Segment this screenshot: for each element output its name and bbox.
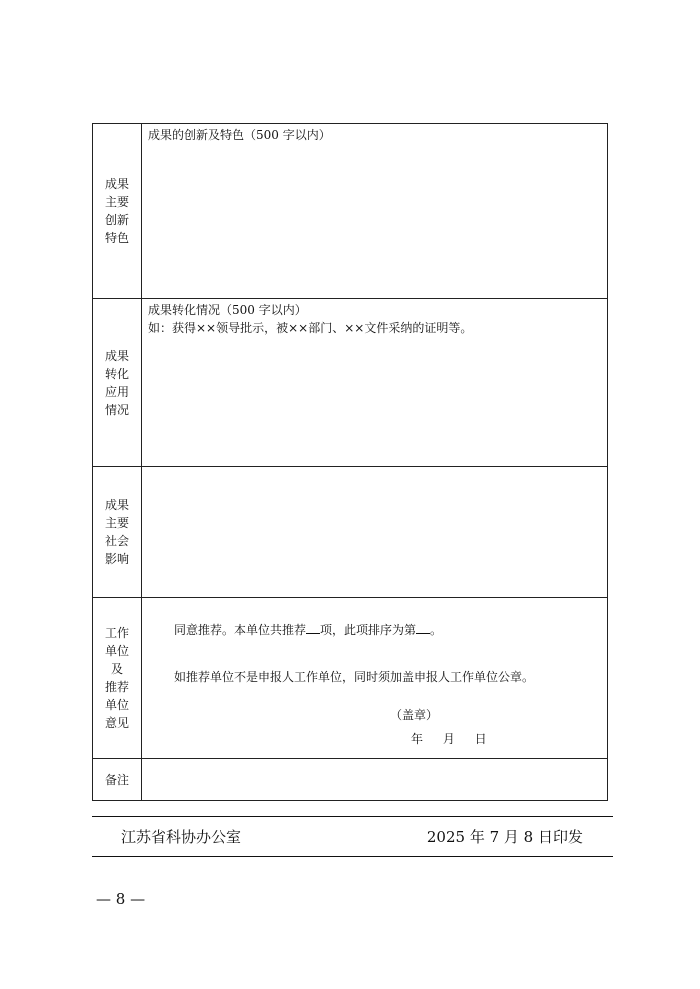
label-line: 社会 xyxy=(104,534,129,548)
date-placeholder: 年 月 日 xyxy=(411,732,487,746)
innovation-row xyxy=(93,124,607,298)
label-line: 成果 xyxy=(104,498,129,512)
rank-blank[interactable] xyxy=(416,621,430,634)
footer-top-rule xyxy=(92,816,613,817)
innovation-label xyxy=(93,124,142,298)
page-number: — 8 — xyxy=(96,890,146,908)
issuer-name: 江苏省科协办公室 xyxy=(121,828,242,846)
impact-row xyxy=(93,466,607,597)
label-line: 主要 xyxy=(104,195,129,209)
innovation-hint: 成果的创新及特色（500 字以内） xyxy=(148,128,331,142)
recommend-count-blank[interactable] xyxy=(306,621,320,634)
opinion-row xyxy=(93,597,607,758)
label-line: 及 xyxy=(110,662,123,676)
label-line: 成果 xyxy=(104,177,129,191)
impact-label xyxy=(93,467,142,597)
label-line: 主要 xyxy=(104,516,129,530)
label-line: 成果 xyxy=(104,348,129,363)
label-line: 影响 xyxy=(104,552,129,566)
application-hint: 成果转化情况（500 字以内） xyxy=(148,303,307,317)
seal-note: 如推荐单位不是申报人工作单位，同时须加盖申报人工作单位公章。 xyxy=(174,670,535,684)
label-line: 单位 xyxy=(104,644,129,658)
application-row xyxy=(93,298,607,466)
application-field[interactable] xyxy=(142,299,607,466)
issue-date: 2025 年 7 月 8 日印发 xyxy=(426,828,583,846)
label-line: 应用 xyxy=(104,384,129,399)
recommend-statement: 同意推荐。本单位共推荐 项，此项排序为第 。 xyxy=(174,623,443,637)
label-line: 意见 xyxy=(104,716,129,730)
opinion-label xyxy=(93,598,142,758)
label-line: 工作 xyxy=(104,626,129,640)
label-line: 情况 xyxy=(104,402,129,417)
innovation-field[interactable] xyxy=(142,124,607,298)
remarks-label xyxy=(93,759,142,800)
label-line: 推荐 xyxy=(104,680,129,694)
remarks-row xyxy=(93,758,607,800)
label-line: 特色 xyxy=(104,231,129,245)
footer-bottom-rule xyxy=(92,856,613,857)
impact-field[interactable] xyxy=(142,467,607,597)
application-example: 如：获得××领导批示，被××部门、××文件采纳的证明等。 xyxy=(148,321,473,335)
nomination-form-table xyxy=(92,123,608,801)
label-line: 备注 xyxy=(104,772,129,787)
label-line: 创新 xyxy=(104,213,129,227)
seal-placeholder: （盖章） xyxy=(390,708,439,722)
remarks-field[interactable] xyxy=(142,759,607,800)
opinion-field[interactable] xyxy=(142,598,607,758)
label-line: 转化 xyxy=(104,366,129,381)
label-line: 单位 xyxy=(104,698,129,712)
application-label xyxy=(93,299,142,466)
